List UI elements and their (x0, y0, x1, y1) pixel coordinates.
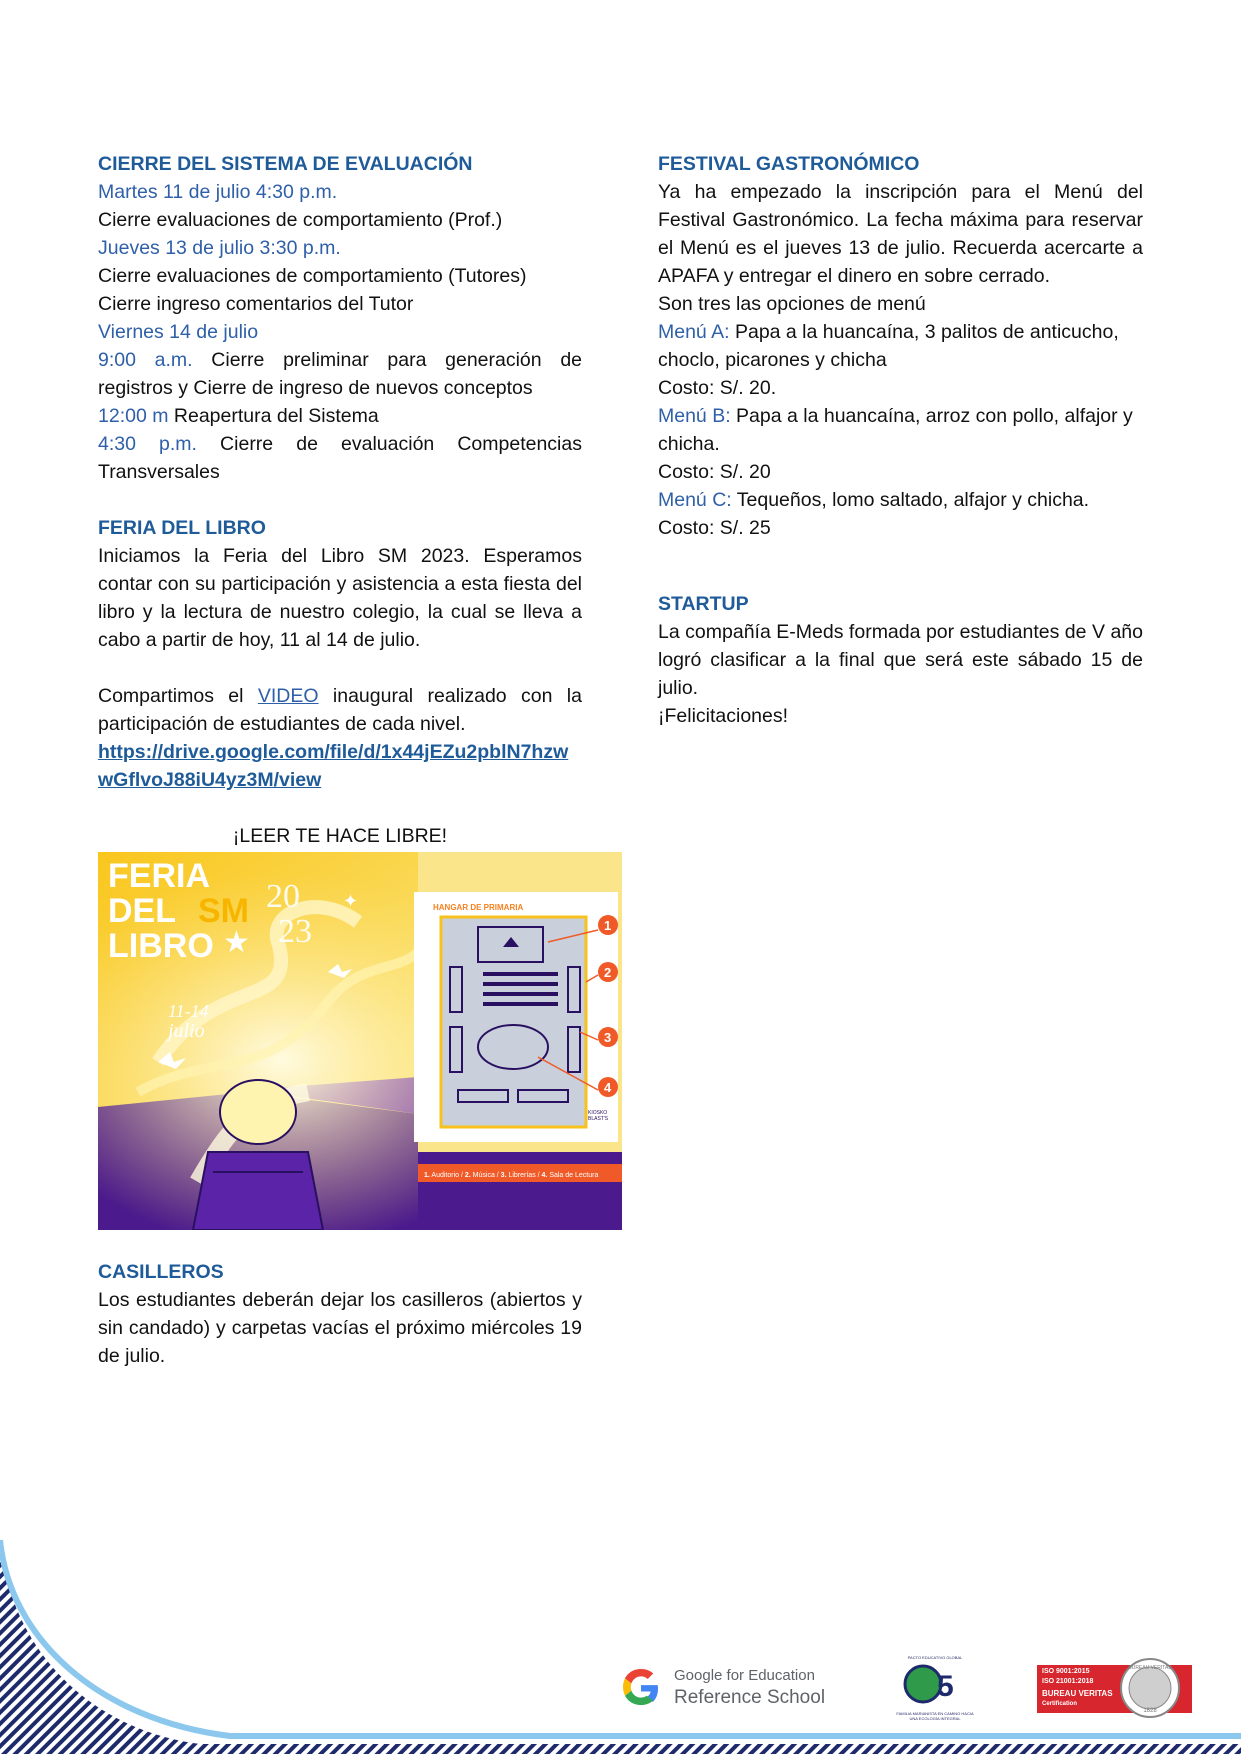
cierre-item-2: Cierre evaluaciones de comportamiento (Tutores) (98, 265, 527, 287)
time-text: Cierre preliminar para generación de registros y Cierre de ingreso de nuevos conceptos (98, 349, 583, 399)
kiosk-label-2: BLAST'S (588, 1116, 609, 1122)
festival-paragraph: Ya ha empezado la inscripción para el Menú del Festival Gastronómico. La fecha máxima para reservar el Menú es el jueves 13 de julio. Recuerda acercarte a APAFA y entregar el dinero en sobre cerrado. (658, 181, 1143, 287)
bv-name: BUREAU VERITAS (1042, 1689, 1113, 1698)
bv-seal-icon (1119, 1657, 1181, 1719)
menu-b-cost: Costo: S/. 20 (658, 461, 771, 483)
menu-b-label: Menú B: (658, 405, 731, 427)
time-text: Cierre de evaluación Competencias Transversales (98, 433, 582, 483)
cierre-date-1: Martes 11 de julio 4:30 p.m. (98, 181, 338, 203)
map-marker-4: 4 (604, 1080, 612, 1095)
startup-title: STARTUP (658, 593, 749, 615)
cierre-item-4 (98, 346, 582, 402)
pacto-educativo-logo (895, 1655, 975, 1721)
google-g-icon (620, 1667, 662, 1709)
left-column (98, 150, 612, 1370)
svg-text:✦: ✦ (343, 891, 359, 912)
menu-b (658, 402, 1143, 458)
feria-title: FERIA DEL LIBRO (98, 517, 266, 539)
festival-title: FESTIVAL GASTRONÓMICO (658, 153, 920, 175)
google-line-1: Google for Education (674, 1667, 815, 1684)
drive-url-paragraph (98, 738, 582, 794)
time-label: 12:00 m (98, 405, 169, 427)
pacto-top-text: PACTO EDUCATIVO GLOBAL (907, 1655, 963, 1660)
time-text: Reapertura del Sistema (168, 405, 379, 427)
footer-logos (0, 1655, 1241, 1725)
google-education-logo (620, 1665, 850, 1715)
globe-icon (895, 1660, 975, 1706)
menu-c-text: Tequeños, lomo saltado, alfajor y chicha. (731, 489, 1090, 511)
bureau-veritas-logo (1037, 1661, 1192, 1717)
right-column (658, 150, 1143, 730)
kiosk-label-1: KIOSKO (588, 1110, 608, 1116)
casilleros-paragraph: Los estudiantes deberán dejar los casilleros (abiertos y sin candado) y carpetas vacías el próximo miércoles 19 de julio. (98, 1289, 582, 1367)
feria-paragraph: Iniciamos la Feria del Libro SM 2023. Esperamos contar con su participación y asistencia a esta fiesta del libro y la lectura de nuestro colegio, la cual se lleva a cabo a partir de hoy, 11 al 14 de julio. (98, 545, 582, 651)
poster-line-2a: DEL (108, 892, 176, 930)
poster-year-2: 23 (278, 913, 312, 950)
svg-text:5: 5 (937, 1670, 954, 1703)
poster-line-2b: SM (198, 892, 249, 930)
poster-legend: 1. Auditorio / 2. Música / 3. Librerías / 4. Sala de Lectura (424, 1172, 599, 1179)
menu-b-text: Papa a la huancaína, arroz con pollo, alfajor y chicha. (658, 405, 1133, 455)
cierre-item-5 (98, 402, 582, 430)
iso-9001: ISO 9001:2015 (1042, 1668, 1090, 1675)
time-label: 4:30 p.m. (98, 433, 197, 455)
menu-a (658, 318, 1143, 374)
menu-c-label: Menú C: (658, 489, 732, 511)
map-marker-3: 3 (604, 1030, 612, 1045)
menu-c (658, 486, 1143, 514)
cierre-item-3: Cierre ingreso comentarios del Tutor (98, 293, 414, 315)
map-marker-2: 2 (604, 965, 612, 980)
drive-url-link[interactable]: https://drive.google.com/file/d/1x44jEZu2pblN7hzwwGflvoJ88iU4yz3M/view (98, 741, 569, 791)
bv-seal-ring-text: BUREAU VERITAS (1128, 1665, 1172, 1671)
startup-paragraph: La compañía E-Meds formada por estudiantes de V año logró clasificar a la final que será este sábado 15 de julio. (658, 621, 1143, 699)
poster-dates-1: 11-14 (168, 1001, 209, 1021)
poster-dates-2: julio (168, 1020, 205, 1042)
pacto-bottom-text: FAMILIA MARIANISTA EN CAMINO HACIA UNA ECOLOGÍA INTEGRAL (896, 1711, 974, 1721)
feria-video-text-b: inaugural realizado con la participación de estudiantes de cada nivel. (98, 685, 582, 735)
poster-hangar-label: HANGAR DE PRIMARIA (433, 903, 524, 912)
map-marker-1: 1 (604, 918, 612, 933)
feria-video-paragraph (98, 682, 582, 738)
iso-labels (1042, 1667, 1113, 1709)
cierre-item-6 (98, 430, 582, 486)
video-link[interactable]: VIDEO (257, 685, 319, 707)
cierre-date-2: Jueves 13 de julio 3:30 p.m. (98, 237, 341, 259)
iso-21001: ISO 21001:2018 (1042, 1678, 1094, 1685)
cierre-item-1: Cierre evaluaciones de comportamiento (Prof.) (98, 209, 503, 231)
feria-poster-image (98, 852, 622, 1230)
startup-congrats: ¡Felicitaciones! (658, 705, 789, 727)
poster-line-3: LIBRO (108, 927, 214, 965)
menu-a-label: Menú A: (658, 321, 730, 343)
menu-a-text: Papa a la huancaína, 3 palitos de anticucho, choclo, picarones y chicha (658, 321, 1119, 371)
festival-options-intro: Son tres las opciones de menú (658, 293, 926, 315)
feria-video-text-a: Compartimos el (98, 685, 258, 707)
poster-year-1: 20 (266, 878, 300, 915)
poster-line-1: FERIA (108, 857, 210, 895)
google-line-2: Reference School (674, 1687, 826, 1708)
menu-a-cost: Costo: S/. 20. (658, 377, 777, 399)
cierre-title: CIERRE DEL SISTEMA DE EVALUACIÓN (98, 153, 473, 175)
casilleros-title: CASILLEROS (98, 1261, 224, 1283)
bv-seal-year: 1828 (1143, 1708, 1157, 1714)
svg-text:★: ★ (223, 925, 250, 960)
menu-c-cost: Costo: S/. 25 (658, 517, 771, 539)
time-label: 9:00 a.m. (98, 349, 193, 371)
bv-cert: Certification (1042, 1701, 1078, 1707)
cierre-date-3: Viernes 14 de julio (98, 321, 259, 343)
slogan: ¡LEER TE HACE LIBRE! (232, 825, 448, 847)
